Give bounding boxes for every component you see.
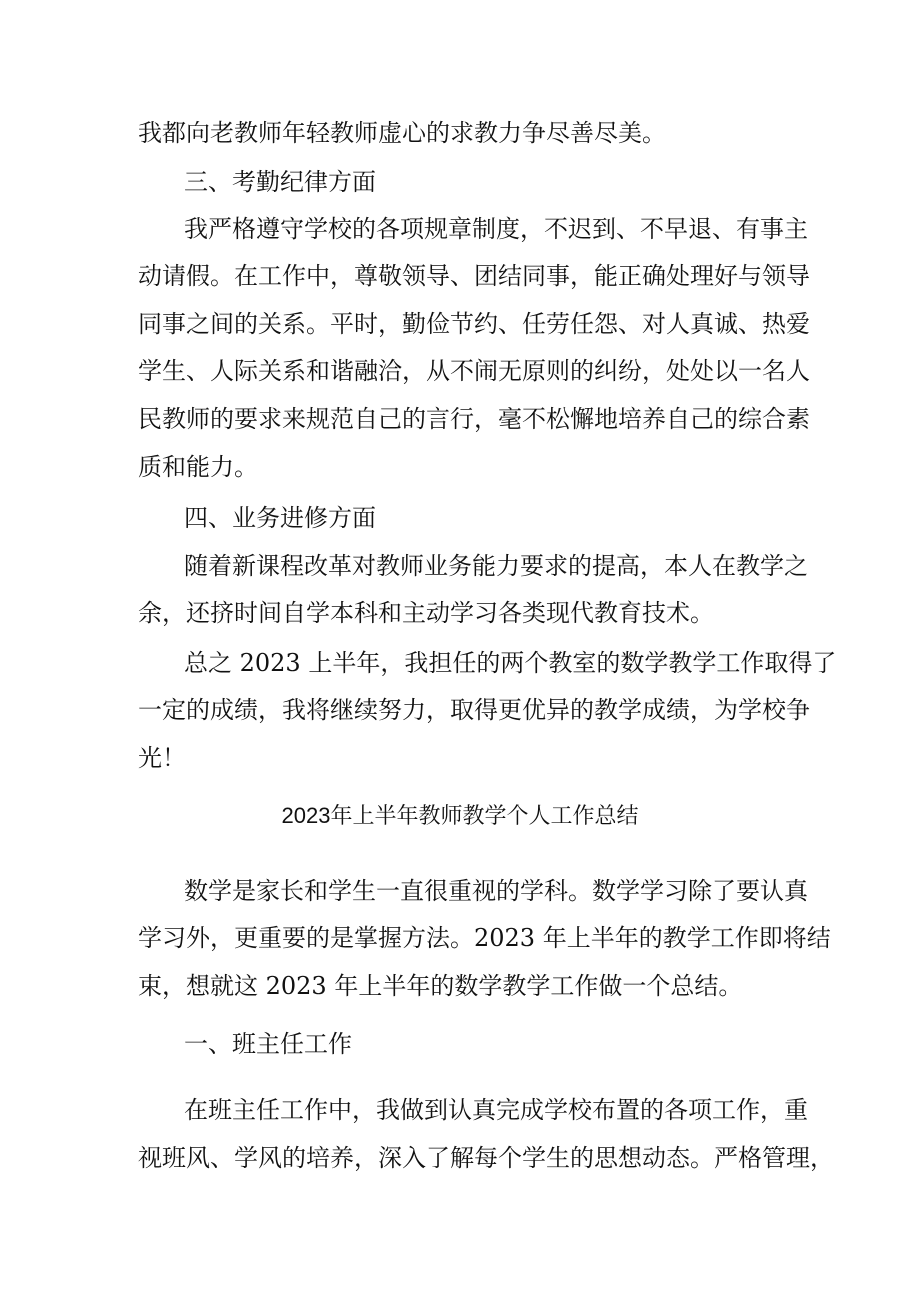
- paragraph-line: 民教师的要求来规范自己的言行，毫不松懈地培养自己的综合素: [138, 405, 810, 433]
- paragraph-line: 学习外，更重要的是掌握方法。2023 年上半年的教学工作即将结: [138, 924, 831, 952]
- section-heading-homeroom: 一、班主任工作: [184, 1030, 352, 1058]
- paragraph-line: 数学是家长和学生一直很重视的学科。数学学习除了要认真: [184, 877, 808, 905]
- paragraph-line: 总之 2023 上半年，我担任的两个教室的数学教学工作取得了: [184, 649, 837, 677]
- document-title: 2023年上半年教师教学个人工作总结: [281, 803, 639, 828]
- paragraph-line: 束，想就这 2023 年上半年的数学教学工作做一个总结。: [138, 972, 743, 1000]
- paragraph-line: 一定的成绩，我将继续努力，取得更优异的教学成绩，为学校争: [138, 696, 810, 724]
- paragraph-line: 在班主任工作中，我做到认真完成学校布置的各项工作，重: [184, 1096, 808, 1124]
- paragraph-line: 学生、人际关系和谐融洽，从不闹无原则的纠纷，处处以一名人: [138, 357, 810, 385]
- paragraph-line: 动请假。在工作中，尊敬领导、团结同事，能正确处理好与领导: [138, 262, 810, 290]
- paragraph-line: 质和能力。: [138, 453, 258, 481]
- paragraph-line: 余，还挤时间自学本科和主动学习各类现代教育技术。: [138, 599, 714, 627]
- paragraph-line: 同事之间的关系。平时，勤俭节约、任劳任怨、对人真诚、热爱: [138, 310, 810, 338]
- paragraph-line: 视班风、学风的培养，深入了解每个学生的思想动态。严格管理，: [138, 1144, 834, 1172]
- section-heading-training: 四、业务进修方面: [184, 504, 376, 532]
- paragraph-line: 我都向老教师年轻教师虚心的求教力争尽善尽美。: [138, 119, 666, 147]
- paragraph-line: 光！: [138, 744, 186, 772]
- section-heading-attendance: 三、考勤纪律方面: [184, 168, 376, 196]
- paragraph-line: 我严格遵守学校的各项规章制度，不迟到、不早退、有事主: [184, 215, 808, 243]
- paragraph-line: 随着新课程改革对教师业务能力要求的提高，本人在教学之: [184, 552, 808, 580]
